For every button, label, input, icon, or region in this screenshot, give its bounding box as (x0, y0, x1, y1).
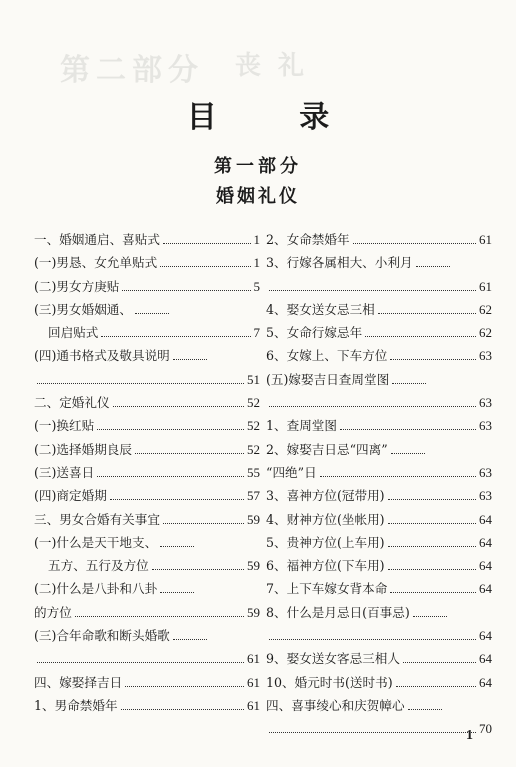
toc-entry-text: (一)换红贴 (34, 418, 95, 434)
toc-leader-dots (97, 469, 244, 477)
toc-page-number: 63 (479, 348, 492, 364)
toc-entry (266, 694, 492, 717)
toc-leader-dots (113, 399, 244, 407)
toc-page-number: 57 (247, 488, 260, 504)
toc-page-number: 61 (479, 232, 492, 247)
toc-entry-text: 5、贵神方位(上车用) (266, 534, 385, 550)
toc-leader-dots (390, 586, 476, 594)
toc-entry-text: 2、女命禁婚年 (266, 232, 350, 247)
toc-entry (34, 275, 260, 298)
page-number: 1 (466, 728, 473, 743)
toc-entry (266, 368, 492, 391)
toc-leader-dots (135, 446, 244, 454)
toc-page-number: 62 (479, 325, 492, 341)
toc-leader-dots (353, 236, 476, 244)
toc-page-number: 51 (247, 371, 260, 387)
toc-entry (34, 461, 260, 484)
toc-leader-dots (378, 306, 476, 314)
toc-entry (266, 671, 492, 694)
toc-page-number: 59 (247, 511, 260, 527)
toc-leader-dots (97, 422, 244, 430)
toc-entry (266, 275, 492, 298)
toc-entry-text: (四)商定婚期 (34, 488, 107, 504)
toc-page-number: 63 (479, 488, 492, 504)
toc-entry-text: (五)嫁娶吉日查周堂图 (266, 371, 390, 387)
toc-entry-text: (一)什么是天干地支、 (34, 534, 158, 550)
toc-leader-dots (269, 725, 476, 733)
toc-entry-text: 一、婚姻通启、喜贴式 (34, 232, 160, 247)
toc-entry-text: 1、查周堂图 (266, 418, 337, 434)
toc-entry (34, 694, 260, 717)
toc-page-number: 63 (479, 395, 492, 411)
part-heading: 第一部分 (214, 156, 302, 177)
toc-leader-dots (408, 702, 442, 710)
toc-page-number: 7 (253, 325, 260, 341)
toc-entry (34, 554, 260, 577)
toc-entry (266, 577, 492, 600)
toc-left-column (34, 228, 260, 717)
toc-page-number: 64 (479, 651, 492, 667)
toc-entry (266, 624, 492, 647)
toc-entry (266, 438, 492, 461)
toc-entry-text: 二、定婚礼仪 (34, 395, 110, 411)
toc-entry (266, 647, 492, 670)
toc-leader-dots (160, 539, 194, 547)
toc-leader-dots (413, 609, 447, 617)
toc-entry-text: 6、女嫁上、下车方位 (266, 348, 388, 364)
toc-entry (34, 624, 260, 647)
toc-leader-dots (388, 539, 476, 547)
toc-entry-text: 回启贴式 (48, 325, 99, 341)
toc-entry-text: (三)男女婚姻通、 (34, 301, 132, 317)
toc-leader-dots (403, 655, 476, 663)
toc-entry (34, 484, 260, 507)
toc-leader-dots (388, 562, 476, 570)
toc-entry-text: (二)选择婚期良辰 (34, 441, 132, 457)
bleed-through-background: 第二部分 丧 礼 (60, 51, 309, 88)
toc-entry (34, 438, 260, 461)
toc-leader-dots (160, 259, 250, 267)
toc-page-number: 52 (247, 395, 260, 411)
toc-entry (266, 298, 492, 321)
toc-entry (266, 554, 492, 577)
toc-page-number: 64 (479, 674, 492, 690)
toc-leader-dots (163, 236, 251, 244)
toc-entry-text: 5、女命行嫁忌年 (266, 325, 363, 341)
toc-entry-text: (二)男女方庚贴 (34, 278, 120, 294)
toc-page-number: 64 (479, 628, 492, 644)
toc-entry (34, 391, 260, 414)
toc-leader-dots (75, 609, 244, 617)
toc-entry (34, 321, 260, 344)
part-subtitle: 婚姻礼仪 (216, 186, 300, 207)
toc-page-number: 5 (253, 278, 260, 294)
toc-leader-dots (340, 422, 476, 430)
toc-page-number: 61 (247, 697, 260, 713)
toc-entry-text: 4、娶女送女忌三相 (266, 301, 375, 317)
toc-page-number: 62 (479, 301, 492, 317)
toc-page-number: 63 (479, 464, 492, 480)
toc-entry (266, 717, 492, 740)
toc-leader-dots (173, 632, 207, 640)
toc-entry (266, 601, 492, 624)
toc-entry (266, 531, 492, 554)
toc-page-number: 1 (253, 232, 260, 247)
toc-entry-text: 四、喜事绫心和庆贺幛心 (266, 697, 405, 713)
toc-leader-dots (110, 492, 244, 500)
toc-entry (34, 344, 260, 367)
toc-leader-dots (135, 306, 169, 314)
toc-entry-text: 4、财神方位(坐帐用) (266, 511, 385, 527)
toc-entry (266, 321, 492, 344)
toc-page-number: 52 (247, 441, 260, 457)
toc-page-number: 64 (479, 534, 492, 550)
toc-entry-text: (三)合年命歌和断头婚歌 (34, 628, 170, 644)
toc-entry (266, 484, 492, 507)
page-title: 目 录 (186, 100, 366, 135)
toc-entry-text: 四、嫁娶择吉日 (34, 674, 123, 690)
toc-page-number: 64 (479, 581, 492, 597)
toc-entry-text: 3、喜神方位(冠带用) (266, 488, 385, 504)
toc-leader-dots (396, 679, 476, 687)
toc-leader-dots (121, 702, 244, 710)
toc-leader-dots (269, 632, 476, 640)
toc-page-number: 1 (253, 255, 260, 271)
toc-leader-dots (392, 376, 426, 384)
toc-entry (34, 531, 260, 554)
toc-page-number: 64 (479, 511, 492, 527)
toc-leader-dots (391, 446, 425, 454)
toc-entry-text: (二)什么是八卦和八卦 (34, 581, 158, 597)
toc-page-number: 63 (479, 418, 492, 434)
toc-page-number: 55 (247, 464, 260, 480)
toc-entry (266, 414, 492, 437)
toc-leader-dots (416, 259, 450, 267)
toc-entry-text: “四绝”日 (266, 464, 317, 480)
toc-entry-text: (三)送喜日 (34, 464, 95, 480)
toc-page-number: 59 (247, 604, 260, 620)
toc-leader-dots (37, 376, 244, 384)
toc-entry (34, 508, 260, 531)
toc-entry (266, 344, 492, 367)
toc-entry (34, 414, 260, 437)
toc-page-number: 61 (247, 651, 260, 667)
toc-right-column (266, 228, 492, 741)
toc-leader-dots (320, 469, 476, 477)
toc-entry-text: 9、娶女送女客忌三相人 (266, 651, 400, 667)
toc-entry-text: (四)通书格式及敬具说明 (34, 348, 170, 364)
toc-page-number: 61 (479, 278, 492, 294)
toc-entry-text: (一)男恳、女允单贴式 (34, 255, 158, 271)
toc-leader-dots (365, 329, 476, 337)
toc-entry-text: 三、男女合婚有关事宜 (34, 511, 160, 527)
toc-entry-text: 7、上下车嫁女背本命 (266, 581, 388, 597)
toc-entry (34, 368, 260, 391)
toc-page-number: 59 (247, 558, 260, 574)
toc-entry (266, 461, 492, 484)
toc-entry-text: 10、婚元时书(送时书) (266, 674, 393, 690)
toc-entry (34, 577, 260, 600)
toc-page-number: 70 (479, 721, 492, 737)
toc-leader-dots (163, 516, 244, 524)
toc-leader-dots (390, 353, 476, 361)
toc-entry-text: 6、福神方位(下车用) (266, 558, 385, 574)
toc-entry (266, 251, 492, 274)
toc-leader-dots (152, 562, 244, 570)
toc-page-number: 61 (247, 674, 260, 690)
toc-leader-dots (269, 283, 476, 291)
toc-entry-text: 3、行嫁各属相大、小利月 (266, 255, 413, 271)
toc-entry (34, 228, 260, 251)
toc-leader-dots (125, 679, 244, 687)
toc-leader-dots (388, 516, 476, 524)
toc-entry (266, 228, 492, 251)
toc-entry (266, 508, 492, 531)
toc-page-number: 64 (479, 558, 492, 574)
toc-leader-dots (388, 492, 476, 500)
toc-leader-dots (173, 353, 207, 361)
toc-page-number: 52 (247, 418, 260, 434)
toc-entry (266, 391, 492, 414)
toc-leader-dots (122, 283, 250, 291)
toc-entry-text: 的方位 (34, 604, 72, 620)
toc-entry (34, 647, 260, 670)
toc-leader-dots (269, 399, 476, 407)
toc-entry-text: 2、嫁娶吉日忌“四离” (266, 441, 388, 457)
toc-leader-dots (160, 586, 194, 594)
toc-entry (34, 671, 260, 694)
toc-entry-text: 五方、五行及方位 (48, 558, 149, 574)
toc-entry (34, 251, 260, 274)
toc-entry (34, 298, 260, 321)
toc-entry-text: 8、什么是月忌日(百事忌) (266, 604, 410, 620)
toc-leader-dots (37, 655, 244, 663)
toc-leader-dots (101, 329, 250, 337)
toc-entry (34, 601, 260, 624)
toc-entry-text: 1、男命禁婚年 (34, 697, 118, 713)
